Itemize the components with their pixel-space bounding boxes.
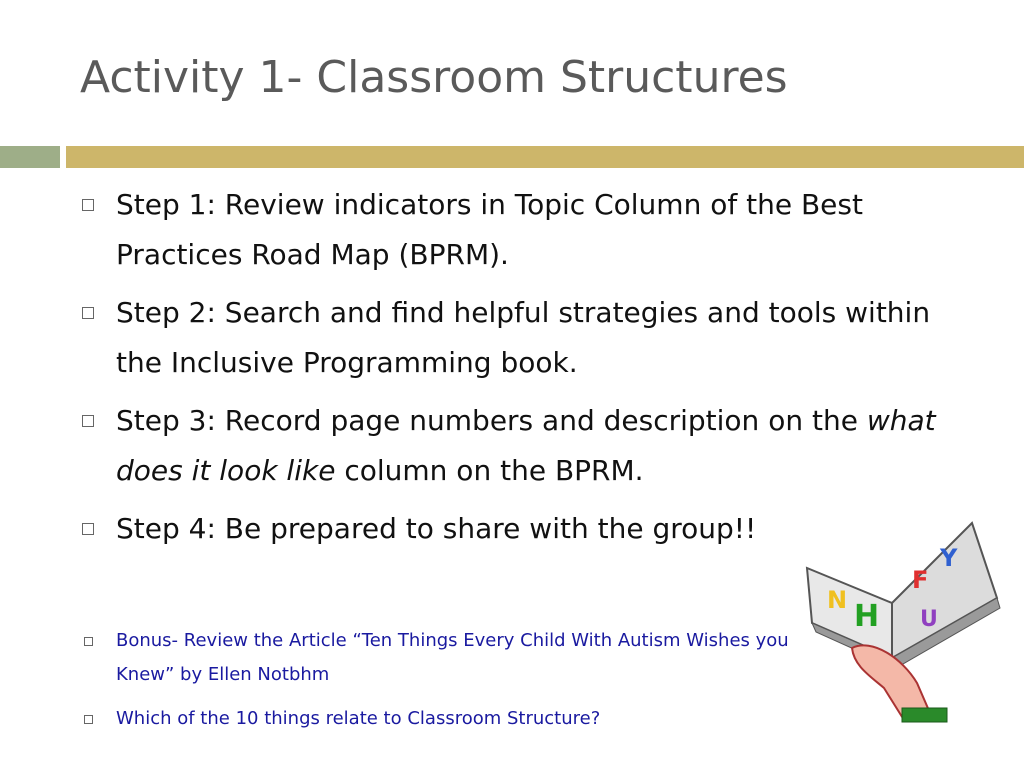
bullet-square-icon <box>84 715 93 724</box>
step-item-1 <box>80 180 980 280</box>
step-text: Step 1: Review indicators in Topic Column of the Best Practices Road Map (BPRM). <box>116 188 863 271</box>
title-bar-accent-left <box>0 146 60 168</box>
clipart-letter: N <box>827 586 848 614</box>
step-text: Step 4: Be prepared to share with the group!! <box>116 512 757 545</box>
step-item-2 <box>80 288 980 388</box>
step-item-3 <box>80 396 980 496</box>
step-text-start: Step 3: Record page numbers and description on the <box>116 404 867 437</box>
bullet-square-icon <box>82 199 94 211</box>
clipart-letter: H <box>854 599 880 634</box>
step-list <box>80 180 980 562</box>
bonus-text: Which of the 10 things relate to Classroom Structure? <box>116 708 601 729</box>
bullet-square-icon <box>82 523 94 535</box>
clipart-letter: Y <box>940 544 958 572</box>
bullet-square-icon <box>82 415 94 427</box>
bonus-item-1 <box>80 624 840 692</box>
bullet-square-icon <box>82 307 94 319</box>
slide-title: Activity 1- Classroom Structures <box>80 52 788 103</box>
bonus-list <box>80 624 840 746</box>
bullet-square-icon <box>84 637 93 646</box>
clipart-letter: U <box>920 607 938 632</box>
step-text-italic: what does it look like <box>116 404 936 487</box>
step-text-end: column on the BPRM. <box>335 454 644 487</box>
book-with-pointing-hand-icon <box>792 508 1002 723</box>
bonus-item-2 <box>80 702 840 736</box>
bonus-text: Bonus- Review the Article “Ten Things Every Child With Autism Wishes you Knew” by Ellen Notbhm <box>116 630 789 685</box>
title-bar-accent-right <box>66 146 1024 168</box>
step-text: Step 2: Search and find helpful strategies and tools within the Inclusive Programming book. <box>116 296 931 379</box>
clipart-letter: F <box>912 566 929 594</box>
